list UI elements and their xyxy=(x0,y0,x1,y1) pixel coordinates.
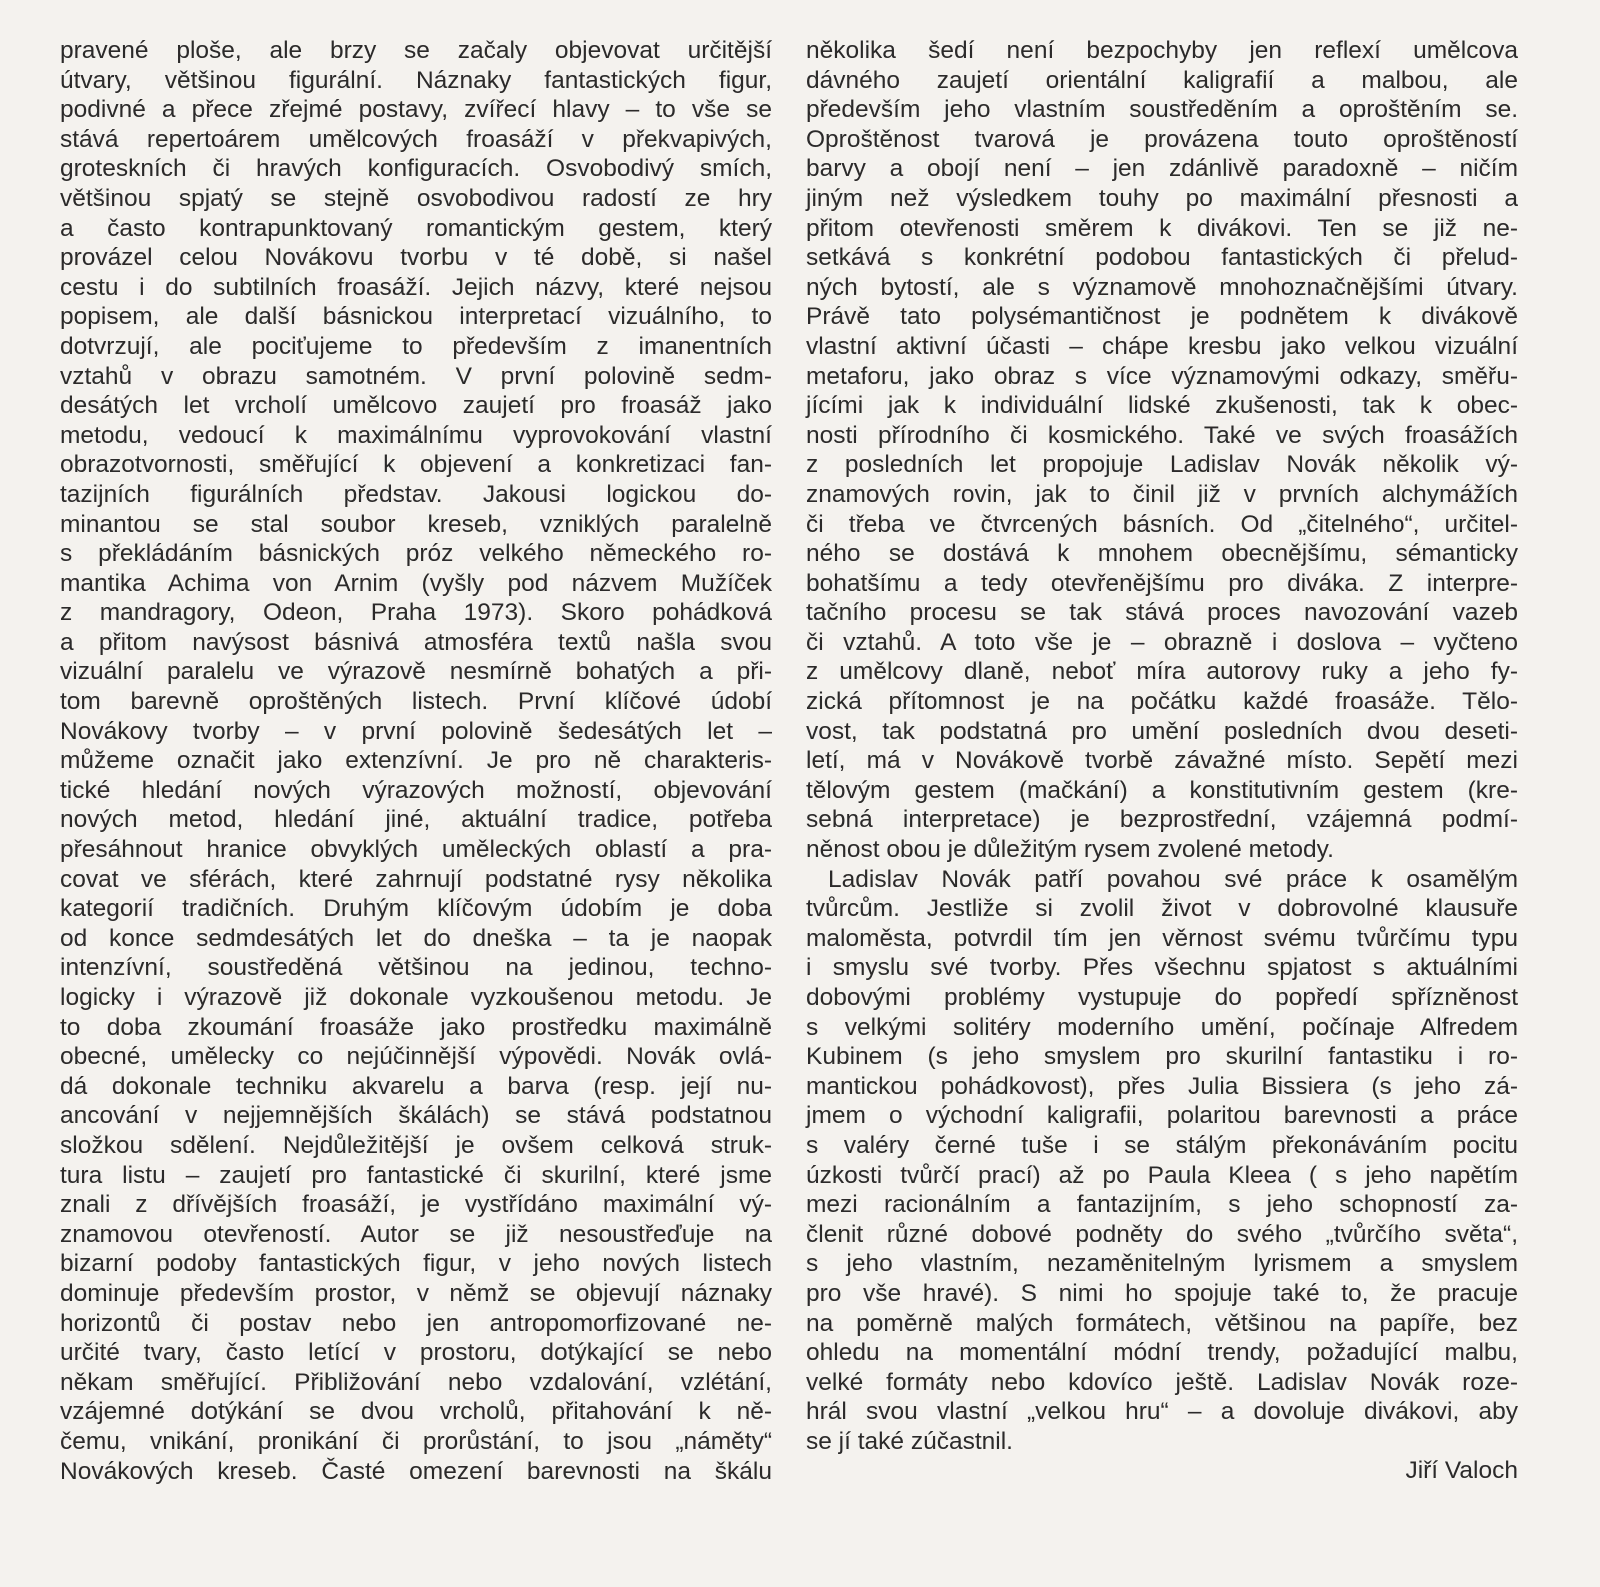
text-line: Oproštěnost tvarová je provázena touto oproštěností xyxy=(806,125,1518,153)
text-line: či třeba ve čtvrcených básních. Od „čitelného“, určitel- xyxy=(806,510,1518,538)
text-line: tura listu – zaujetí pro fantastické či skurilní, které jsme xyxy=(60,1161,772,1189)
text-line: mezi racionálním a fantazijním, s jeho schopností za- xyxy=(806,1191,1518,1219)
text-line: z mandragory, Odeon, Praha 1973). Skoro pohádková xyxy=(60,599,772,627)
text-line: vizuální paralelu ve výrazově nesmírně bohatých a při- xyxy=(60,658,772,686)
text-line: vztahů v obrazu samotném. V první polovině sedm- xyxy=(60,362,772,390)
text-line: tazijních figurálních představ. Jakousi logickou do- xyxy=(60,480,772,508)
text-line: pravené ploše, ale brzy se začaly objevovat určitější xyxy=(60,37,772,64)
text-line: členit různé dobové podněty do svého „tvůrčího světa“, xyxy=(806,1220,1518,1248)
text-line: jícími jak k individuální lidské zkušenosti, tak k obec- xyxy=(806,392,1518,420)
text-line: znamovou otevřeností. Autor se již nesoustřeďuje na xyxy=(60,1220,772,1248)
text-line: podivné a přece zřejmé postavy, zvířecí hlavy – to vše se xyxy=(60,96,772,124)
text-line: metodu, vedoucí k maximálnímu vyprovokování vlastní xyxy=(60,421,772,449)
text-line: to doba zkoumání froasáže jako prostředku maximálně xyxy=(60,1013,772,1041)
text-line: velké formáty nebo kdovíco ještě. Ladislav Novák roze- xyxy=(806,1368,1518,1396)
text-line: a přitom navýsost básnivá atmosféra textů našla svou xyxy=(60,628,772,656)
text-line: kategorií tradičních. Druhým klíčovým údobím je doba xyxy=(60,895,772,923)
text-line: tom barevně oproštěných listech. První klíčové údobí xyxy=(60,688,772,716)
text-line: z umělcovy dlaně, neboť míra autorovy ruky a jeho fy- xyxy=(806,658,1518,686)
text-line: Právě tato polysémantičnost je podnětem k divákově xyxy=(806,303,1518,331)
text-line: tačního procesu se tak stává proces navozování vazeb xyxy=(806,599,1518,627)
text-line: ných bytostí, ale s významově mnohoznačnějšími útvary. xyxy=(806,273,1518,301)
text-line: s překládáním básnických próz velkého německého ro- xyxy=(60,540,772,568)
text-line: můžeme označit jako extenzívní. Je pro ně charakteris- xyxy=(60,747,772,775)
author-signature: Jiří Valoch xyxy=(1405,1457,1518,1484)
text-line: znamových rovin, jak to činil již v prvních alchymážích xyxy=(806,480,1518,508)
text-line: setkává s konkrétní podobou fantastických či přelud- xyxy=(806,244,1518,272)
text-line: minantou se stal soubor kreseb, vzniklých paralelně xyxy=(60,510,772,538)
text-line: cestu i do subtilních froasáží. Jejich názvy, které nejsou xyxy=(60,273,772,301)
text-line: od konce sedmdesátých let do dneška – ta je naopak xyxy=(60,924,772,952)
text-line: vlastní aktivní účasti – chápe kresbu jako velkou vizuální xyxy=(806,332,1518,360)
text-line: dobovými problémy vystupuje do popředí spřízněnost xyxy=(806,984,1518,1011)
text-line: Novákových kreseb. Časté omezení barevnosti na škálu xyxy=(60,1457,772,1485)
text-line: sebná interpretace) je bezprostřední, vzájemná podmí- xyxy=(806,806,1518,834)
text-line: pro vše hravé). S nimi ho spojuje také to, že pracuje xyxy=(806,1279,1518,1307)
text-line: a často kontrapunktovaný romantickým gestem, který xyxy=(60,214,772,242)
text-line: Kubinem (s jeho smyslem pro skurilní fantastiku i ro- xyxy=(806,1043,1518,1071)
text-line: se jí také zúčastnil. xyxy=(806,1427,1013,1455)
text-line: dominuje především prostor, v němž se objevují náznaky xyxy=(60,1279,772,1307)
text-line: bizarní podoby fantastických figur, v jeho nových listech xyxy=(60,1250,772,1278)
text-line: metaforu, jako obraz s více významovými odkazy, směřu- xyxy=(806,362,1518,390)
text-line: obecné, umělecky co nejúčinnější výpovědi. Novák ovlá- xyxy=(60,1043,772,1071)
text-line: bohatšímu a tedy otevřenějšímu pro diváka. Z interpre- xyxy=(806,569,1518,597)
text-line: znali z dřívějších froasáží, je vystřídáno maximální vý- xyxy=(60,1191,772,1219)
right-text-column xyxy=(806,36,1518,1457)
text-line: intenzívní, soustředěná většinou na jedinou, techno- xyxy=(60,954,772,982)
text-line: přitom otevřenosti směrem k divákovi. Ten se již ne- xyxy=(806,214,1518,242)
text-line: či vztahů. A toto vše je – obrazně i doslova – vyčteno xyxy=(806,628,1518,656)
text-line: jmem o východní kaligrafii, polaritou barevnosti a práce xyxy=(806,1102,1518,1130)
text-line: složkou sdělení. Nejdůležitější je ovšem celková struk- xyxy=(60,1131,772,1159)
text-line: covat ve sférách, které zahrnují podstatné rysy několika xyxy=(60,865,772,893)
text-line: provázel celou Novákovu tvorbu v té době, si našel xyxy=(60,244,772,272)
text-line: ohledu na momentální módní trendy, požadující malbu, xyxy=(806,1339,1518,1367)
text-line: Novákovy tvorby – v první polovině šedesátých let – xyxy=(60,717,772,745)
text-line: něnost obou je důležitým rysem zvolené metody. xyxy=(806,836,1334,864)
text-line: barvy a obojí není – jen zdánlivě paradoxně – ničím xyxy=(806,155,1518,183)
text-line: groteskních či hravých konfiguracích. Osvobodivý smích, xyxy=(60,155,772,183)
text-line: dá dokonale techniku akvarelu a barva (resp. její nu- xyxy=(60,1072,772,1100)
text-line: čemu, vnikání, pronikání či prorůstání, to jsou „náměty“ xyxy=(60,1427,772,1455)
text-line: útvary, většinou figurální. Náznaky fantastických figur, xyxy=(60,66,772,94)
text-line: jiným než výsledkem touhy po maximální přesnosti a xyxy=(806,184,1518,212)
text-line: horizontů či postav nebo jen antropomorfizované ne- xyxy=(60,1309,772,1337)
text-line: několika šedí není bezpochyby jen reflexí umělcova xyxy=(806,37,1518,64)
text-line: tické hledání nových výrazových možností, objevování xyxy=(60,776,772,804)
left-text-column xyxy=(60,36,772,1486)
text-line: většinou spjatý se stejně osvobodivou radostí ze hry xyxy=(60,184,772,212)
text-line: vzájemné dotýkání se dvou vrcholů, přitahování k ně- xyxy=(60,1398,772,1426)
text-line: mantika Achima von Arnim (vyšly pod názvem Mužíček xyxy=(60,569,772,597)
text-line: popisem, ale další básnickou interpretací vizuálního, to xyxy=(60,303,772,331)
text-line: vost, tak podstatná pro umění posledních dvou deseti- xyxy=(806,717,1518,745)
text-line: tělovým gestem (mačkání) a konstitutivním gestem (kre- xyxy=(806,776,1518,804)
text-line: mantickou pohádkovost), přes Julia Bissiera (s jeho zá- xyxy=(806,1072,1518,1100)
text-line: s velkými solitéry moderního umění, počínaje Alfredem xyxy=(806,1013,1518,1041)
text-line: Ladislav Novák patří povahou své práce k osamělým xyxy=(828,865,1518,893)
text-line: letí, má v Novákově tvorbě závažné místo. Sepětí mezi xyxy=(806,747,1518,775)
text-line: s jeho vlastním, nezaměnitelným lyrismem a smyslem xyxy=(806,1250,1518,1278)
text-line: ného se dostává k mnohem obecnějšímu, sémanticky xyxy=(806,540,1518,568)
text-line: na poměrně malých formátech, většinou na papíře, bez xyxy=(806,1309,1518,1337)
text-line: přesáhnout hranice obvyklých uměleckých oblastí a pra- xyxy=(60,836,772,864)
text-line: dávného zaujetí orientální kaligrafií a malbou, ale xyxy=(806,66,1518,94)
text-line: z posledních let propojuje Ladislav Novák několik vý- xyxy=(806,451,1518,479)
text-line: dotvrzují, ale pociťujeme to především z imanentních xyxy=(60,332,772,360)
text-line: úzkosti tvůrčí prací) až po Paula Kleea ( s jeho napětím xyxy=(806,1161,1518,1189)
text-line: někam směřující. Přibližování nebo vzdalování, vzlétání, xyxy=(60,1368,772,1396)
text-line: hrál svou vlastní „velkou hru“ – a dovoluje divákovi, aby xyxy=(806,1398,1518,1426)
text-line: s valéry černé tuše i se stálým překonáváním pocitu xyxy=(806,1131,1518,1159)
text-line: nosti přírodního či kosmického. Také ve svých froasážích xyxy=(806,421,1518,449)
text-line: nových metod, hledání jiné, aktuální tradice, potřeba xyxy=(60,806,772,834)
text-line: logicky i výrazově již dokonale vyzkoušenou metodu. Je xyxy=(60,984,772,1011)
text-line: zická přítomnost je na počátku každé froasáže. Tělo- xyxy=(806,688,1518,716)
text-line: určité tvary, často letící v prostoru, dotýkající se nebo xyxy=(60,1339,772,1367)
text-line: maloměsta, potvrdil tím jen věrnost svému tvůrčímu typu xyxy=(806,924,1518,952)
text-line: tvůrcům. Jestliže si zvolil život v dobrovolné klausuře xyxy=(806,895,1518,923)
text-line: obrazotvornosti, směřující k objevení a konkretizaci fan- xyxy=(60,451,772,479)
text-line: především jeho vlastním soustředěním a oproštěním se. xyxy=(806,96,1518,124)
text-line: stává repertoárem umělcových froasáží v překvapivých, xyxy=(60,125,772,153)
text-line: i smyslu své tvorby. Přes všechnu spjatost s aktuálními xyxy=(806,954,1518,982)
text-line: ancování v nejjemnějších škálách) se stává podstatnou xyxy=(60,1102,772,1130)
text-line: desátých let vrcholí umělcovo zaujetí pro froasáž jako xyxy=(60,392,772,420)
